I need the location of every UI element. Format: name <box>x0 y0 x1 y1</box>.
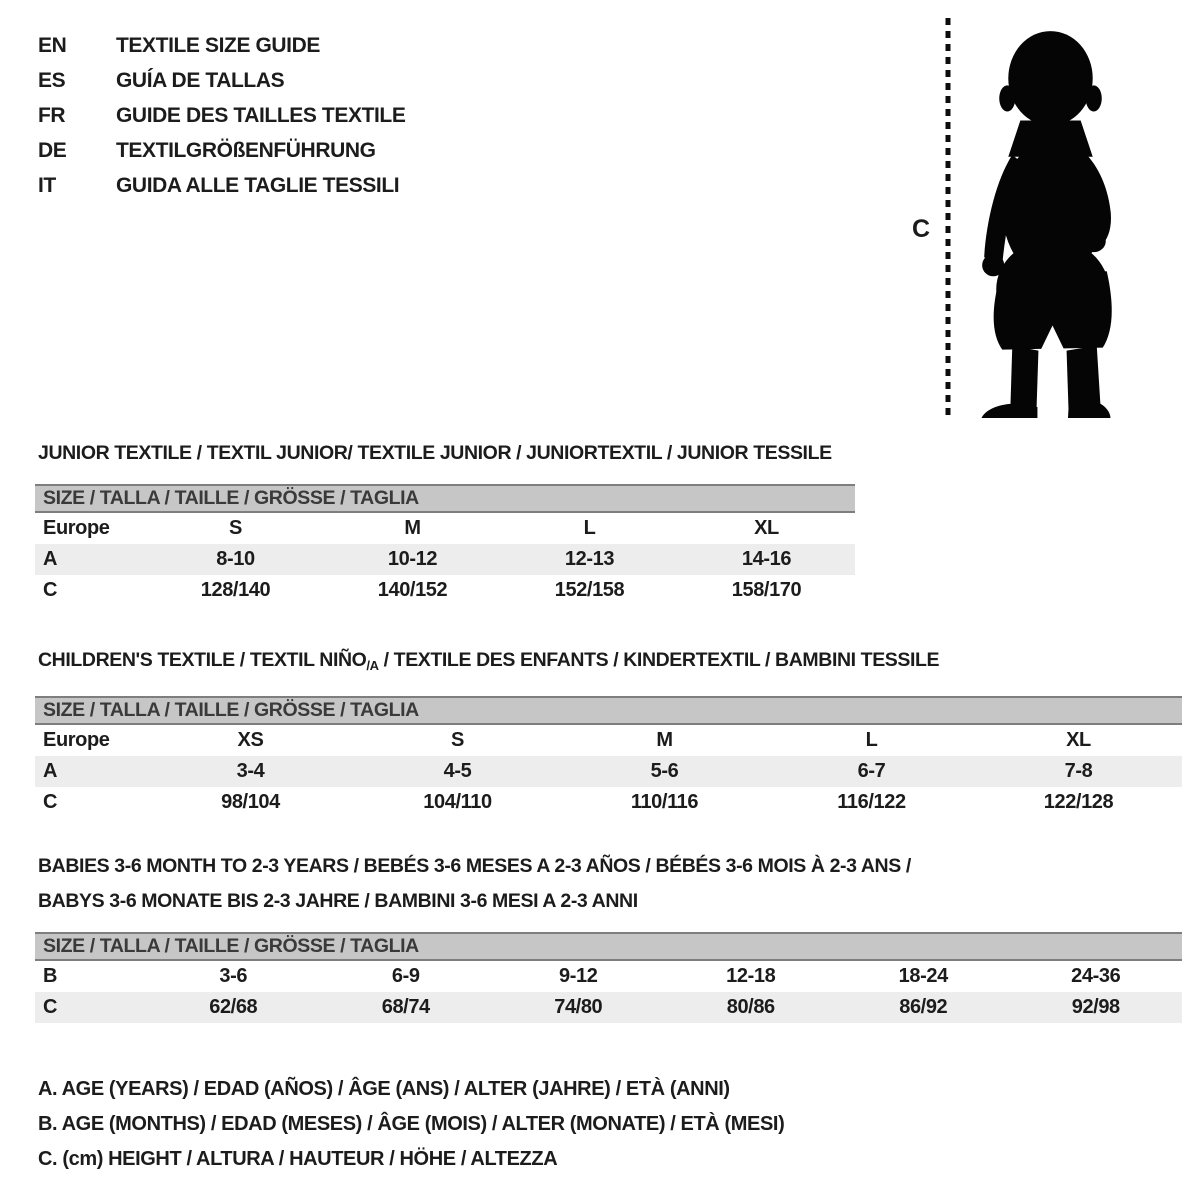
value-cell: 158/170 <box>731 579 802 601</box>
language-title: TEXTILE SIZE GUIDE <box>116 34 320 57</box>
size-section-babies <box>35 849 1182 1023</box>
value-cell: 152/158 <box>554 579 625 601</box>
row-label-cell: Europe <box>43 729 110 751</box>
row-label-cell: Europe <box>43 517 110 539</box>
legend-line: B. AGE (MONTHS) / EDAD (MESES) / ÂGE (MOIS) / ALTER (MONATE) / ETÀ (MESI) <box>38 1113 785 1135</box>
size-header-bar: SIZE / TALLA / TAILLE / GRÖSSE / TAGLIA <box>35 932 1182 961</box>
value-cell: 68/74 <box>381 996 430 1018</box>
section-title-part: /A <box>366 658 379 673</box>
value-cell: M <box>404 517 421 539</box>
value-cell: 140/152 <box>377 579 448 601</box>
value-cell: 6-7 <box>857 760 886 782</box>
language-list <box>38 28 405 203</box>
value-cell: L <box>583 517 596 539</box>
table-row <box>35 513 855 544</box>
language-title: GUÍA DE TALLAS <box>116 69 285 92</box>
value-cell: 12-18 <box>726 965 776 987</box>
value-cell: 110/116 <box>630 791 699 813</box>
value-cell: 116/122 <box>837 791 906 813</box>
table-row <box>35 725 1182 756</box>
value-cell: 8-10 <box>216 548 255 570</box>
size-section-junior <box>35 436 855 606</box>
value-cell: 14-16 <box>741 548 792 570</box>
language-row <box>38 28 405 63</box>
value-cell: 24-36 <box>1071 965 1121 987</box>
language-title: GUIDE DES TAILLES TEXTILE <box>116 104 406 127</box>
value-cell: 18-24 <box>898 965 948 987</box>
section-title: JUNIOR TEXTILE / TEXTIL JUNIOR/ TEXTILE JUNIOR / JUNIORTEXTIL / JUNIOR TESSILE <box>38 442 832 464</box>
value-cell: 3-6 <box>219 965 248 987</box>
value-cell: XS <box>237 729 264 751</box>
row-label-cell: A <box>43 760 58 782</box>
size-table <box>35 725 1182 818</box>
language-title: TEXTILGRÖßENFÜHRUNG <box>116 139 376 162</box>
language-row <box>38 63 405 98</box>
row-label-cell: C <box>43 791 58 813</box>
value-cell: S <box>229 517 242 539</box>
row-label-cell: B <box>43 965 58 987</box>
language-row <box>38 168 405 203</box>
section-title-part: / TEXTILE DES ENFANTS / KINDERTEXTIL / BAMBINI TESSILE <box>378 649 940 671</box>
section-title-part: CHILDREN'S TEXTILE / TEXTIL NIÑO <box>38 649 367 671</box>
legend-line: A. AGE (YEARS) / EDAD (AÑOS) / ÂGE (ANS) / ALTER (JAHRE) / ETÀ (ANNI) <box>38 1078 730 1100</box>
section-title: BABYS 3-6 MONATE BIS 2-3 JAHRE / BAMBINI 3-6 MESI A 2-3 ANNI <box>38 890 638 912</box>
section-titles <box>35 643 1182 683</box>
size-table <box>35 513 855 606</box>
row-label-cell: C <box>43 996 58 1018</box>
language-row <box>38 98 405 133</box>
value-cell: 128/140 <box>200 579 271 601</box>
language-code: ES <box>38 69 66 92</box>
table-row <box>35 575 855 606</box>
value-cell: 104/110 <box>423 791 492 813</box>
language-row <box>38 133 405 168</box>
value-cell: 9-12 <box>559 965 598 987</box>
table-row <box>35 992 1182 1023</box>
value-cell: 74/80 <box>554 996 603 1018</box>
language-code: DE <box>38 139 67 162</box>
section-titles <box>35 849 1182 919</box>
size-table <box>35 961 1182 1023</box>
language-code: IT <box>38 174 56 197</box>
value-cell: 62/68 <box>209 996 258 1018</box>
value-cell: 5-6 <box>650 760 679 782</box>
size-header-bar: SIZE / TALLA / TAILLE / GRÖSSE / TAGLIA <box>35 484 855 513</box>
size-header-bar: SIZE / TALLA / TAILLE / GRÖSSE / TAGLIA <box>35 696 1182 725</box>
table-row <box>35 756 1182 787</box>
height-measure-label: C <box>912 215 931 243</box>
legend-line: C. (cm) HEIGHT / ALTURA / HAUTEUR / HÖHE / ALTEZZA <box>38 1148 558 1170</box>
size-section-children <box>35 643 1182 818</box>
value-cell: 92/98 <box>1071 996 1120 1018</box>
value-cell: 98/104 <box>221 791 280 813</box>
language-code: EN <box>38 34 67 57</box>
value-cell: 80/86 <box>726 996 775 1018</box>
value-cell: XL <box>1066 729 1091 751</box>
value-cell: 7-8 <box>1064 760 1093 782</box>
value-cell: 3-4 <box>236 760 265 782</box>
value-cell: 86/92 <box>899 996 948 1018</box>
value-cell: M <box>656 729 673 751</box>
section-titles <box>35 436 855 471</box>
section-title: BABIES 3-6 MONTH TO 2-3 YEARS / BEBÉS 3-6 MESES A 2-3 AÑOS / BÉBÉS 3-6 MOIS À 2-3 ANS / <box>38 855 911 877</box>
value-cell: XL <box>754 517 779 539</box>
value-cell: L <box>865 729 878 751</box>
row-label-cell: A <box>43 548 58 570</box>
table-row <box>35 544 855 575</box>
measurement-figure <box>890 0 1200 440</box>
height-dashed-line <box>944 18 952 418</box>
value-cell: 12-13 <box>564 548 615 570</box>
value-cell: 6-9 <box>391 965 420 987</box>
table-row <box>35 961 1182 992</box>
legend <box>38 1072 784 1177</box>
language-code: FR <box>38 104 66 127</box>
section-title <box>35 643 1182 683</box>
value-cell: 122/128 <box>1043 791 1114 813</box>
language-title: GUIDA ALLE TAGLIE TESSILI <box>116 174 400 197</box>
value-cell: 10-12 <box>387 548 438 570</box>
toddler-silhouette-icon <box>958 16 1143 418</box>
value-cell: 4-5 <box>443 760 472 782</box>
value-cell: S <box>451 729 464 751</box>
table-row <box>35 787 1182 818</box>
row-label-cell: C <box>43 579 58 601</box>
